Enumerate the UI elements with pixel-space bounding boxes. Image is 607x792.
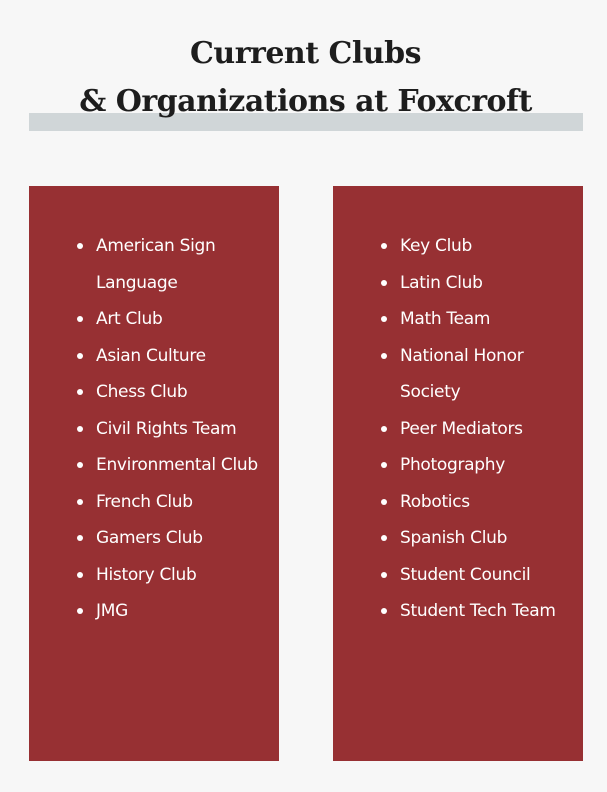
list-item: National Honor Society — [333, 338, 583, 411]
page-title — [0, 30, 607, 126]
list-item: Asian Culture — [29, 338, 279, 375]
clubs-card-left — [29, 186, 279, 761]
list-item: Peer Mediators — [333, 411, 583, 448]
list-item: Gamers Club — [29, 520, 279, 557]
page-header — [0, 0, 607, 140]
clubs-list-left — [29, 228, 279, 630]
list-item: JMG — [29, 593, 279, 630]
list-item: American Sign Language — [29, 228, 279, 301]
clubs-list-right — [333, 228, 583, 630]
list-item: Student Council — [333, 557, 583, 594]
list-item: Chess Club — [29, 374, 279, 411]
list-item: Robotics — [333, 484, 583, 521]
list-item: French Club — [29, 484, 279, 521]
list-item: Math Team — [333, 301, 583, 338]
page-title-line-2: & Organizations at Foxcroft — [79, 84, 532, 119]
list-item: Latin Club — [333, 265, 583, 302]
list-item: History Club — [29, 557, 279, 594]
list-item: Spanish Club — [333, 520, 583, 557]
page-title-line-1: Current Clubs — [190, 36, 421, 71]
list-item: Art Club — [29, 301, 279, 338]
list-item: Civil Rights Team — [29, 411, 279, 448]
list-item: Student Tech Team — [333, 593, 583, 630]
list-item: Environmental Club — [29, 447, 279, 484]
clubs-card-right — [333, 186, 583, 761]
list-item: Key Club — [333, 228, 583, 265]
list-item: Photography — [333, 447, 583, 484]
